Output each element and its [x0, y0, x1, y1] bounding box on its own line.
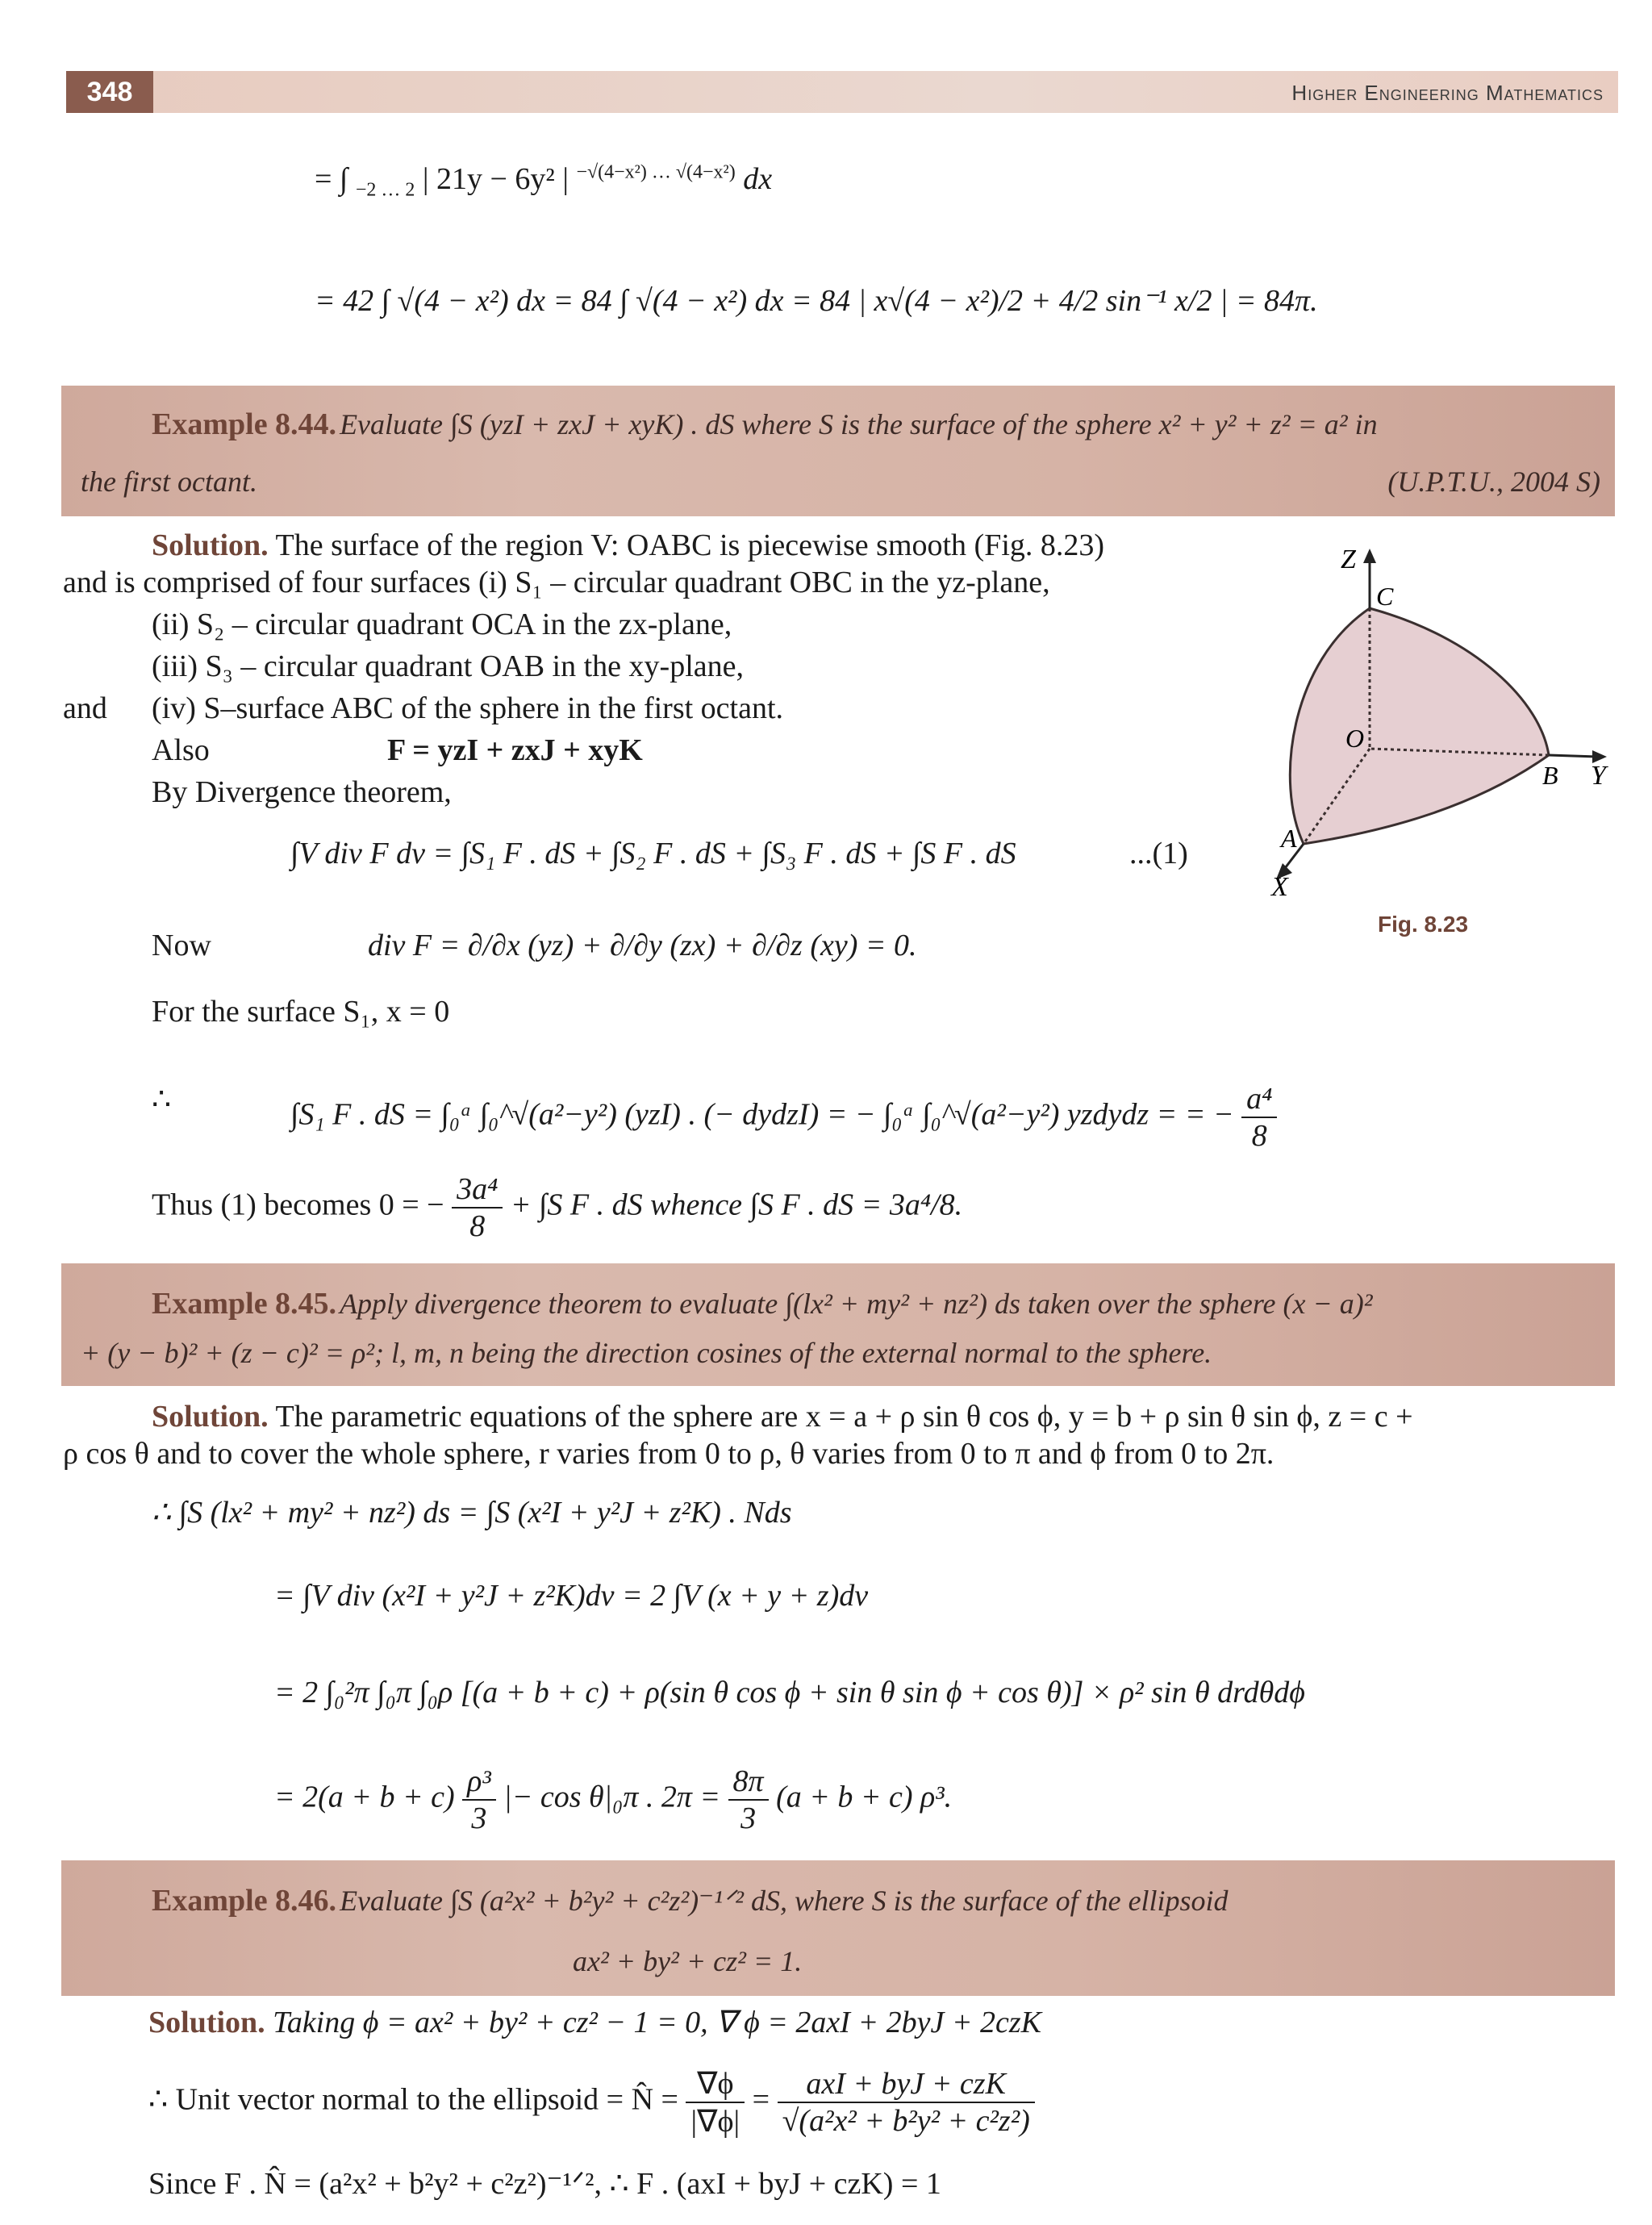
example-8-45-line2: + (y − b)² + (z − c)² = ρ²; l, m, n being the direction cosines of the external normal to the sphere. — [81, 1337, 1212, 1369]
ex44-conclusion: Thus (1) becomes 0 = − $\frac{\text{3a⁴}}{8}$ + ∫S F . dS whence ∫S F . dS = 3a⁴/8. — [152, 1172, 963, 1243]
ex45-equation-b: = ∫V div (x²I + y²J + z²K)dv = 2 ∫V (x + y + z)dv — [274, 1579, 869, 1613]
label-x: X — [1271, 872, 1288, 895]
figure-caption: Fig. 8.23 — [1378, 912, 1469, 937]
example-8-44-line1 — [152, 407, 1378, 442]
example-8-44-statement: Evaluate ∫S (yzI + zxJ + xyK) . dS where S is the surface of the sphere x² + y² + z² = a² in — [340, 408, 1378, 440]
octant-sphere-diagram — [1242, 541, 1613, 895]
label-c: C — [1376, 582, 1394, 611]
ex44-solution-line4: (iii) S₃ – circular quadrant OAB in the xy-plane, — [152, 649, 744, 683]
example-8-46-statement: Evaluate ∫S (a²x² + b²y² + c²z²)⁻¹ᐟ² dS, where S is the surface of the ellipsoid — [340, 1885, 1229, 1917]
example-8-44-label: Example 8.44. — [152, 407, 337, 441]
label-a: A — [1281, 824, 1297, 853]
ex44-divergence-theorem: By Divergence theorem, — [152, 775, 452, 809]
ex45-equation-d: = 2(a + b + c) $\frac{\text{ρ³}}{3}$ |− cos θ|₀π . 2π = $\frac{8\pi}{3}$ (a + b + c) ρ³. — [274, 1764, 953, 1835]
ex45-solution-line2: ρ cos θ and to cover the whole sphere, r varies from 0 to ρ, θ varies from 0 to π and ϕ from 0 to 2π. — [63, 1437, 1274, 1471]
example-8-46-line1 — [152, 1883, 1229, 1918]
ex44-equation-1-tag: ...(1) — [1129, 837, 1188, 870]
example-8-44-box — [61, 386, 1615, 516]
y-axis — [1549, 755, 1597, 757]
ex44-equation-1: ∫V div F dv = ∫S₁ F . dS + ∫S₂ F . dS + ∫S₃ F . dS + ∫S F . dS — [290, 837, 1016, 870]
ex44-solution-line1: Solution. The surface of the region V: OABC is piecewise smooth (Fig. 8.23) — [152, 528, 1105, 562]
ex44-solution-line3: (ii) S₂ – circular quadrant OCA in the zx-plane, — [152, 607, 732, 641]
page-number: 348 — [66, 71, 153, 113]
ex44-and-label: and — [63, 691, 107, 725]
example-8-46-line2: ax² + by² + cz² = 1. — [573, 1945, 803, 1977]
label-b: B — [1542, 761, 1558, 790]
ex44-solution-line2: and is comprised of four surfaces (i) S₁ – circular quadrant OBC in the yz-plane, — [63, 566, 1050, 599]
label-z: Z — [1341, 545, 1356, 574]
label-o: O — [1345, 724, 1365, 753]
running-title: Higher Engineering Mathematics — [1291, 81, 1604, 105]
ex46-solution-line1: Solution. Taking ϕ = ax² + by² + cz² − 1 = 0, ∇ ϕ = 2axI + 2byJ + 2czK — [148, 2006, 1041, 2039]
ex46-since-line: Since F . N̂ = (a²x² + b²y² + c²z²)⁻¹ᐟ², ∴ F . (axI + byJ + czK) = 1 — [148, 2167, 941, 2201]
top-math-line1: = ∫ $_{-2 \dots 2}$ | 21y − 6y² | $^{-√(4-x^2) \dots √(4-x^2)}$ dx — [315, 161, 773, 201]
label-y: Y — [1591, 761, 1606, 791]
z-axis-arrow — [1363, 549, 1376, 563]
ex44-field-definition: F = yzI + zxJ + xyK — [387, 733, 643, 767]
example-8-46-box — [61, 1860, 1615, 1996]
ex44-now-label: Now — [152, 929, 211, 962]
example-8-45-line1 — [152, 1286, 1373, 1321]
ex44-solution-line5: (iv) S–surface ABC of the sphere in the first octant. — [152, 691, 784, 725]
example-8-45-statement: Apply divergence theorem to evaluate ∫(lx² + my² + nz²) ds taken over the sphere (x − a)² — [340, 1288, 1373, 1320]
example-8-45-label: Example 8.45. — [152, 1287, 337, 1321]
ex44-div-f: div F = ∂/∂x (yz) + ∂/∂y (zx) + ∂/∂z (xy) = 0. — [368, 929, 917, 962]
ex44-therefore: ∴ — [152, 1083, 172, 1117]
example-8-44-line2: the first octant. — [81, 465, 257, 498]
ex44-s1-integral: ∫S₁ F . dS = ∫₀ᵃ ∫₀^√(a²−y²) (yzI) . (− dydzI) = − ∫₀ᵃ ∫₀^√(a²−y²) yzdydz = = − $\frac{\text{a⁴}}{8}$ — [290, 1081, 1277, 1154]
ex44-also-label: Also — [152, 733, 210, 767]
top-math-line2: = 42 ∫ √(4 − x²) dx = 84 ∫ √(4 − x²) dx = 84 | x√(4 − x²)/2 + 4/2 sin⁻¹ x/2 | = 84π. — [315, 284, 1318, 318]
ex45-equation-c: = 2 ∫₀²π ∫₀π ∫₀ρ [(a + b + c) + ρ(sin θ cos ϕ + sin θ sin ϕ + cos θ)] × ρ² sin θ drdθdϕ — [274, 1676, 1305, 1709]
ex44-surface-s1: For the surface S₁, x = 0 — [152, 995, 450, 1029]
ex46-unit-normal: ∴ Unit vector normal to the ellipsoid = N̂ = $\frac{\nabla\phi}{|\nabla\phi|}$ = $\frac{\text{axI + byJ + czK}}{\text{√(a²x² + b²y² + c²z²)}}$ — [148, 2065, 1035, 2139]
ex45-equation-a: ∴ ∫S (lx² + my² + nz²) ds = ∫S (x²I + y²J + z²K) . Nds — [152, 1496, 792, 1530]
figure-8-23 — [1242, 541, 1613, 895]
example-8-44-source: (U.P.T.U., 2004 S) — [1387, 465, 1600, 498]
example-8-46-label: Example 8.46. — [152, 1884, 337, 1918]
ex45-solution-line1: Solution. The parametric equations of the sphere are x = a + ρ sin θ cos ϕ, y = b + ρ sin θ sin ϕ, z = c + — [152, 1400, 1413, 1434]
